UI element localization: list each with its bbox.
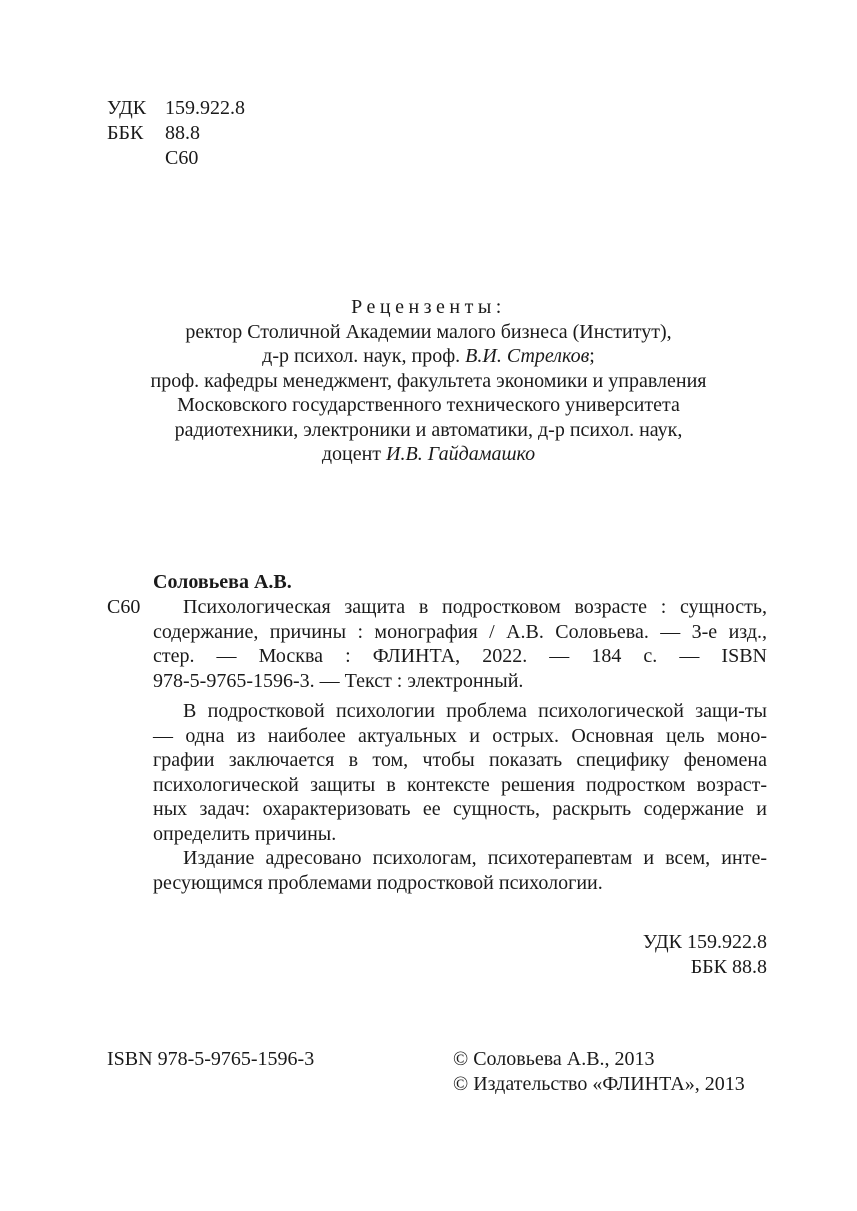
reviewer-title-1: д-р психол. наук, проф. <box>262 345 466 367</box>
udk-label: УДК <box>107 97 147 119</box>
annotation-line: ресующимся проблемами подростковой психологии. <box>153 871 603 894</box>
reviewer-line-3: проф. кафедры менеджмент, факультета экономики и управления <box>150 369 707 392</box>
reviewer-name-2: И.В. Гайдамашко <box>386 443 536 465</box>
bbk-row <box>107 121 245 146</box>
reviewer-name-1: В.И. Стрелков <box>465 345 590 367</box>
bbk-bottom: ББК 88.8 <box>690 955 767 978</box>
annotation-line: ных задач: охарактеризовать ее сущность, раскрыть содержание и <box>153 798 767 820</box>
reviewer-line-2-end: ; <box>589 345 595 367</box>
reviewer-title-2: доцент <box>321 443 387 465</box>
reviewer-line-6 <box>107 442 750 467</box>
annotation <box>107 699 767 895</box>
bibliographic-description <box>107 595 767 693</box>
reviewer-line-4: Московского государственного технического университета <box>177 394 680 416</box>
biblio-line: содержание, причины : монография / А.В. Соловьева. — 3-е изд., <box>153 620 767 643</box>
cutter-code-entry: С60 <box>107 596 141 618</box>
copyright-publisher: © Издательство «ФЛИНТА», 2013 <box>453 1072 745 1095</box>
annotation-line: психологической защиты в контексте решения подростком возраст- <box>153 773 767 796</box>
udk-bottom: УДК 159.922.8 <box>642 931 767 953</box>
biblio-line: стер. — Москва : ФЛИНТА, 2022. — 184 с. — ISBN <box>153 645 767 667</box>
bbk-label: ББК <box>107 122 144 144</box>
reviewers-heading: Рецензенты: <box>351 296 506 318</box>
annotation-line: графии заключается в том, чтобы показать специфику феномена <box>153 749 767 771</box>
author-heading: Соловьева А.В. <box>153 571 292 593</box>
isbn: ISBN 978-5-9765-1596-3 <box>107 1048 315 1070</box>
copyright-notices <box>453 1047 745 1096</box>
biblio-line: Психологическая защита в подростковом возрасте : сущность, <box>183 596 767 618</box>
classification-block-bottom <box>643 930 767 979</box>
annotation-line: определить причины. <box>153 822 337 845</box>
udk-value: 159.922.8 <box>165 97 245 119</box>
bbk-value: 88.8 <box>165 122 200 144</box>
biblio-line: 978-5-9765-1596-3. — Текст : электронный. <box>153 669 524 692</box>
annotation-line: Издание адресовано психологам, психотерапевтам и всем, инте- <box>183 847 767 869</box>
reviewer-line-1: ректор Столичной Академии малого бизнеса (Институт), <box>185 320 672 343</box>
cutter-code: С60 <box>165 147 199 169</box>
classification-block-top <box>107 96 245 171</box>
copyright-author: © Соловьева А.В., 2013 <box>453 1048 655 1070</box>
reviewer-line-5: радиотехники, электроники и автоматики, д-р психол. наук, <box>174 418 683 441</box>
bibliographic-record <box>107 570 767 895</box>
reviewer-line-2 <box>107 344 750 369</box>
annotation-line: В подростковой психологии проблема психологической защи-ты <box>183 700 767 722</box>
udk-row <box>107 96 245 121</box>
reviewers-block <box>107 295 750 467</box>
annotation-line: — одна из наиболее актуальных и острых. Основная цель моно- <box>153 724 767 747</box>
